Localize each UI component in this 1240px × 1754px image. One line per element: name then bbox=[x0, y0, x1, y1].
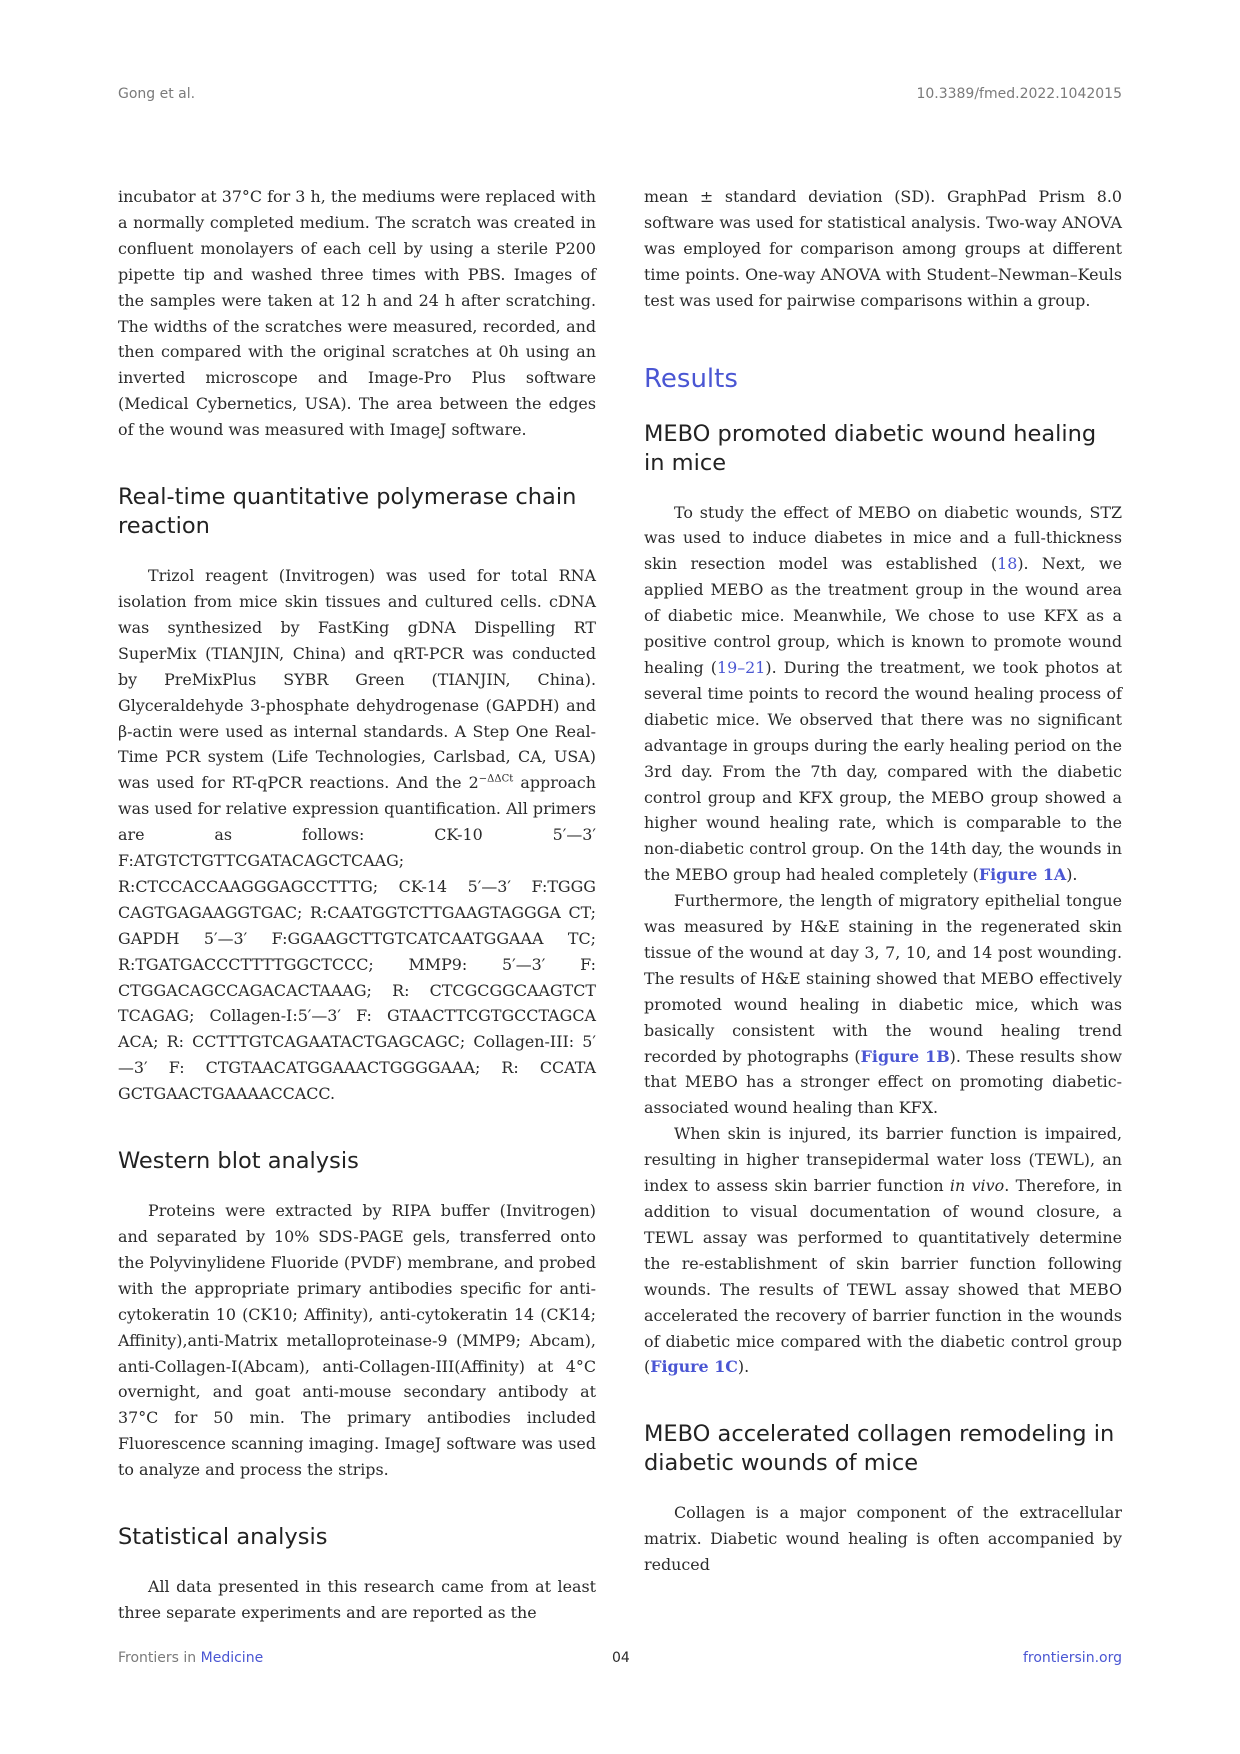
figure-link-1a[interactable]: Figure 1A bbox=[978, 865, 1067, 885]
running-header-authors: Gong et al. bbox=[118, 86, 196, 102]
he-text-b: ). These results show that MEBO has a stronger effect on promoting diabetic-associated wound healing than KFX. bbox=[644, 1046, 1122, 1118]
heading-mebo-wound-healing: MEBO promoted diabetic wound healing in mice bbox=[644, 420, 1097, 476]
tewl-text-c: ). bbox=[737, 1357, 750, 1377]
scratch-assay-paragraph: incubator at 37°C for 3 h, the mediums were replaced with a normally completed medium. The scratch was created in confluent monolayers of each cell by using a sterile P200 pipette tip and washed three times with PBS. Images of the samples were taken at 12 h and 24 h after scratching. The widths of the scratches were measured, recorded, and then compared with the original scratches at 0h using an inverted microscope and Image-Pro Plus software (Medical Cybernetics, USA). The area between the edges of the wound was measured with ImageJ software. bbox=[118, 187, 596, 440]
he-text-a: Furthermore, the length of migratory epithelial tongue was measured by H&E staining in the regenerated skin tissue of the wound at day 3, 7, 10, and 14 post wounding. The results of H&E staining showed that MEBO effectively promoted wound healing in diabetic mice, which was basically consistent with the wound healing trend recorded by photographs ( bbox=[644, 891, 1122, 1066]
tewl-italic: in vivo bbox=[949, 1176, 1005, 1196]
statistical-paragraph: All data presented in this research came from at least three separate experiments and are reported as the bbox=[118, 1577, 596, 1622]
tewl-text-a: When skin is injured, its barrier function is impaired, resulting in higher transepidermal water loss (TEWL), an index to assess skin barrier function bbox=[644, 1124, 1122, 1196]
collagen-paragraph: Collagen is a major component of the extracellular matrix. Diabetic wound healing is often accompanied by reduced bbox=[644, 1503, 1122, 1575]
wound-text-a: To study the effect of MEBO on diabetic wounds, STZ was used to induce diabetes in mice and a full-thickness skin resection model was established ( bbox=[644, 502, 1122, 574]
left-column bbox=[118, 184, 596, 1626]
citation-link-18[interactable]: 18 bbox=[997, 554, 1018, 574]
footer-page-number: 04 bbox=[612, 1650, 630, 1666]
footer-journal bbox=[118, 1650, 263, 1666]
figure-link-1c[interactable]: Figure 1C bbox=[650, 1357, 738, 1377]
wound-text-d: ). bbox=[1066, 865, 1078, 885]
heading-qpcr: Real-time quantitative polymerase chain reaction bbox=[118, 484, 577, 540]
tewl-text-b: . Therefore, in addition to visual documentation of wound closure, a TEWL assay was performed to quantitatively determine the re-establishment of skin barrier function following wounds. The results of TEWL assay showed that MEBO accelerated the recovery of barrier function in the wounds of diabetic mice compared with the diabetic control group ( bbox=[644, 1176, 1122, 1377]
footer-site-link[interactable]: frontiersin.org bbox=[1022, 1650, 1122, 1666]
western-blot-paragraph: Proteins were extracted by RIPA buffer (Invitrogen) and separated by 10% SDS-PAGE gels, transferred onto the Polyvinylidene Fluoride (PVDF) membrane, and probed with the appropriate primary antibodies specific for anti-cytokeratin 10 (CK10; Affinity), anti-cytokeratin 14 (CK14; Affinity),anti-Matrix metalloproteinase-9 (MMP9; Abcam), anti-Collagen-I(Abcam), anti-Collagen-III(Affinity) at 4°C overnight, and goat anti-mouse secondary antibody at 37°C for 50 min. The primary antibodies included Fluorescence scanning imaging. ImageJ software was used to analyze and process the strips. bbox=[118, 1201, 596, 1480]
section-heading-results: Results bbox=[644, 363, 738, 394]
right-column bbox=[644, 184, 1122, 1578]
qpcr-text-b: approach was used for relative expression quantification. All primers are as follows: CK-10 5′—3′ F:ATGTCTGTTCGATACAGCTCAAG; R:CTCCACCAAGGGAGCCTTTG; CK-14 5′—3′ F:TGGG CAGTGAGAAGGTGAC; R:CAATGGTCTTGAAGTAGGGA CT; GAPDH 5′—3′ F:GGAAGCTTGTCATCAATGGAAA TC; R:TGATGACCCTTTTGGCTCCC; MMP9: 5′—3′ F: CTGGACAGCCAGACACTAAAG; R: CTCGCGGCAAGTCT TCAGAG; Collagen-I:5′—3′ F: GTAACTTCGTGCCTAGCA ACA; R: CCTTTGTCAGAATACTGAGCAGC; Collagen-III: 5′—3′ F: CTGTAACATGGAAACTGGGGAAA; R: CCATA GCTGAACTGAAAACCACC. bbox=[118, 773, 597, 1104]
footer-journal-name: Medicine bbox=[200, 1650, 264, 1666]
qpcr-text-a: Trizol reagent (Invitrogen) was used for total RNA isolation from mice skin tissues and cultured cells. cDNA was synthesized by FastKing gDNA Dispelling RT SuperMix (TIANJIN, China) and qRT-PCR was conducted by PreMixPlus SYBR Green (TIANJIN, China). Glyceraldehyde 3-phosphate dehydrogenase (GAPDH) and β-actin were used as internal standards. A Step One Real-Time PCR system (Life Technologies, Carlsbad, CA, USA) was used for RT-qPCR reactions. And the 2 bbox=[118, 566, 596, 793]
statistical-paragraph-continued: mean ± standard deviation (SD). GraphPad Prism 8.0 software was used for statistical analysis. Two-way ANOVA was employed for comparison among groups at different time points. One-way ANOVA with Student–Newman–Keuls test was used for pairwise comparisons within a group. bbox=[644, 187, 1122, 310]
citation-link-19-21[interactable]: 19–21 bbox=[717, 657, 766, 677]
heading-western-blot: Western blot analysis bbox=[118, 1148, 359, 1175]
figure-link-1b[interactable]: Figure 1B bbox=[860, 1046, 950, 1066]
qpcr-exponent: −ΔΔCt bbox=[478, 774, 514, 786]
tewl-paragraph bbox=[644, 1121, 1122, 1380]
running-header-doi: 10.3389/fmed.2022.1042015 bbox=[916, 86, 1122, 102]
heading-collagen-remodeling: MEBO accelerated collagen remodeling in diabetic wounds of mice bbox=[644, 1421, 1115, 1477]
wound-text-c: ). During the treatment, we took photos at several time points to record the wound healing process of diabetic mice. We observed that there was no significant advantage in groups during the early healing period on the 3rd day. From the 7th day, compared with the diabetic control group and KFX group, the MEBO group showed a higher wound healing rate, which is comparable to the non-diabetic control group. On the 14th day, the wounds in the MEBO group had healed completely ( bbox=[644, 657, 1122, 885]
wound-healing-paragraph bbox=[644, 500, 1122, 889]
he-staining-paragraph bbox=[644, 888, 1122, 1121]
footer-journal-prefix: Frontiers in bbox=[118, 1650, 201, 1666]
wound-text-b: ). Next, we applied MEBO as the treatment group in the wound area of diabetic mice. Meanwhile, We chose to use KFX as a positive control group, which is known to promote wound healing ( bbox=[644, 554, 1122, 677]
qpcr-paragraph bbox=[118, 563, 596, 1107]
heading-statistical-analysis: Statistical analysis bbox=[118, 1524, 328, 1551]
